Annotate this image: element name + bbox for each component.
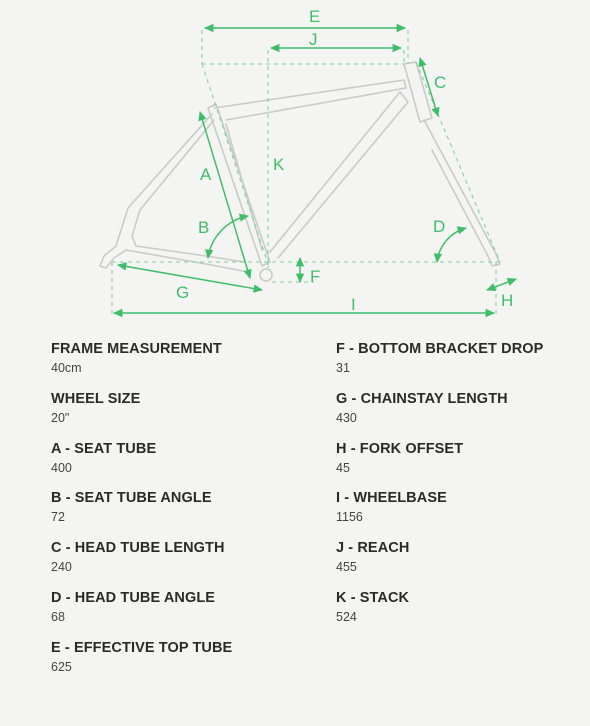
label-h: H — [501, 291, 514, 310]
spec-value: 430 — [336, 410, 357, 425]
spec-wheelbase — [336, 489, 571, 539]
spec-seat-tube-angle — [51, 489, 336, 539]
geometry-specs — [51, 340, 571, 689]
spec-label: E - EFFECTIVE TOP TUBE — [51, 639, 233, 656]
spec-value: 455 — [336, 560, 357, 575]
spec-reach — [336, 539, 571, 589]
spec-value: 40cm — [51, 361, 82, 375]
label-f: F — [310, 267, 321, 286]
spec-label: K - STACK — [336, 589, 410, 606]
spec-label: C - HEAD TUBE LENGTH — [51, 540, 225, 557]
spec-value: 45 — [336, 460, 350, 475]
label-k: K — [273, 155, 285, 174]
arrow-a — [200, 112, 250, 278]
spec-value: 1156 — [336, 510, 363, 525]
spec-label: A - SEAT TUBE — [51, 440, 157, 457]
spec-value: 400 — [51, 460, 72, 475]
label-j: J — [309, 30, 318, 49]
spec-chainstay-length — [336, 390, 571, 440]
spec-seat-tube — [51, 440, 336, 490]
arrow-g — [118, 265, 262, 290]
label-i: I — [351, 295, 356, 314]
spec-label: G - CHAINSTAY LENGTH — [336, 390, 508, 407]
label-g: G — [176, 283, 190, 302]
spec-label: J - REACH — [336, 540, 410, 557]
spec-head-tube-angle — [51, 589, 336, 639]
spec-label: B - SEAT TUBE ANGLE — [51, 490, 212, 507]
spec-label: I - WHEELBASE — [336, 490, 447, 507]
spec-value: 31 — [336, 361, 350, 375]
spec-head-tube-length — [51, 539, 336, 589]
spec-label: D - HEAD TUBE ANGLE — [51, 589, 216, 606]
spec-label: F - BOTTOM BRACKET DROP — [336, 341, 544, 357]
bike-frame — [100, 62, 500, 281]
label-d: D — [433, 217, 446, 236]
spec-value: 20" — [51, 410, 70, 425]
label-e: E — [309, 7, 321, 26]
spec-label: FRAME MEASUREMENT — [51, 341, 222, 357]
frame-geometry-diagram — [0, 0, 590, 330]
spec-frame-measurement — [51, 340, 336, 390]
spec-label: WHEEL SIZE — [51, 390, 141, 407]
spec-value: 625 — [51, 659, 72, 674]
spec-effective-top-tube — [51, 639, 336, 689]
spec-stack — [336, 589, 571, 639]
spec-fork-offset — [336, 440, 571, 490]
spec-value: 240 — [51, 560, 72, 575]
spec-label: H - FORK OFFSET — [336, 440, 464, 457]
label-b: B — [198, 218, 210, 237]
arrow-h — [487, 279, 516, 290]
label-a: A — [200, 165, 212, 184]
spec-value: 68 — [51, 609, 65, 624]
spec-value: 72 — [51, 510, 65, 525]
label-c: C — [434, 73, 447, 92]
spec-wheel-size — [51, 390, 336, 440]
spec-bottom-bracket-drop — [336, 340, 571, 390]
spec-value: 524 — [336, 609, 357, 624]
